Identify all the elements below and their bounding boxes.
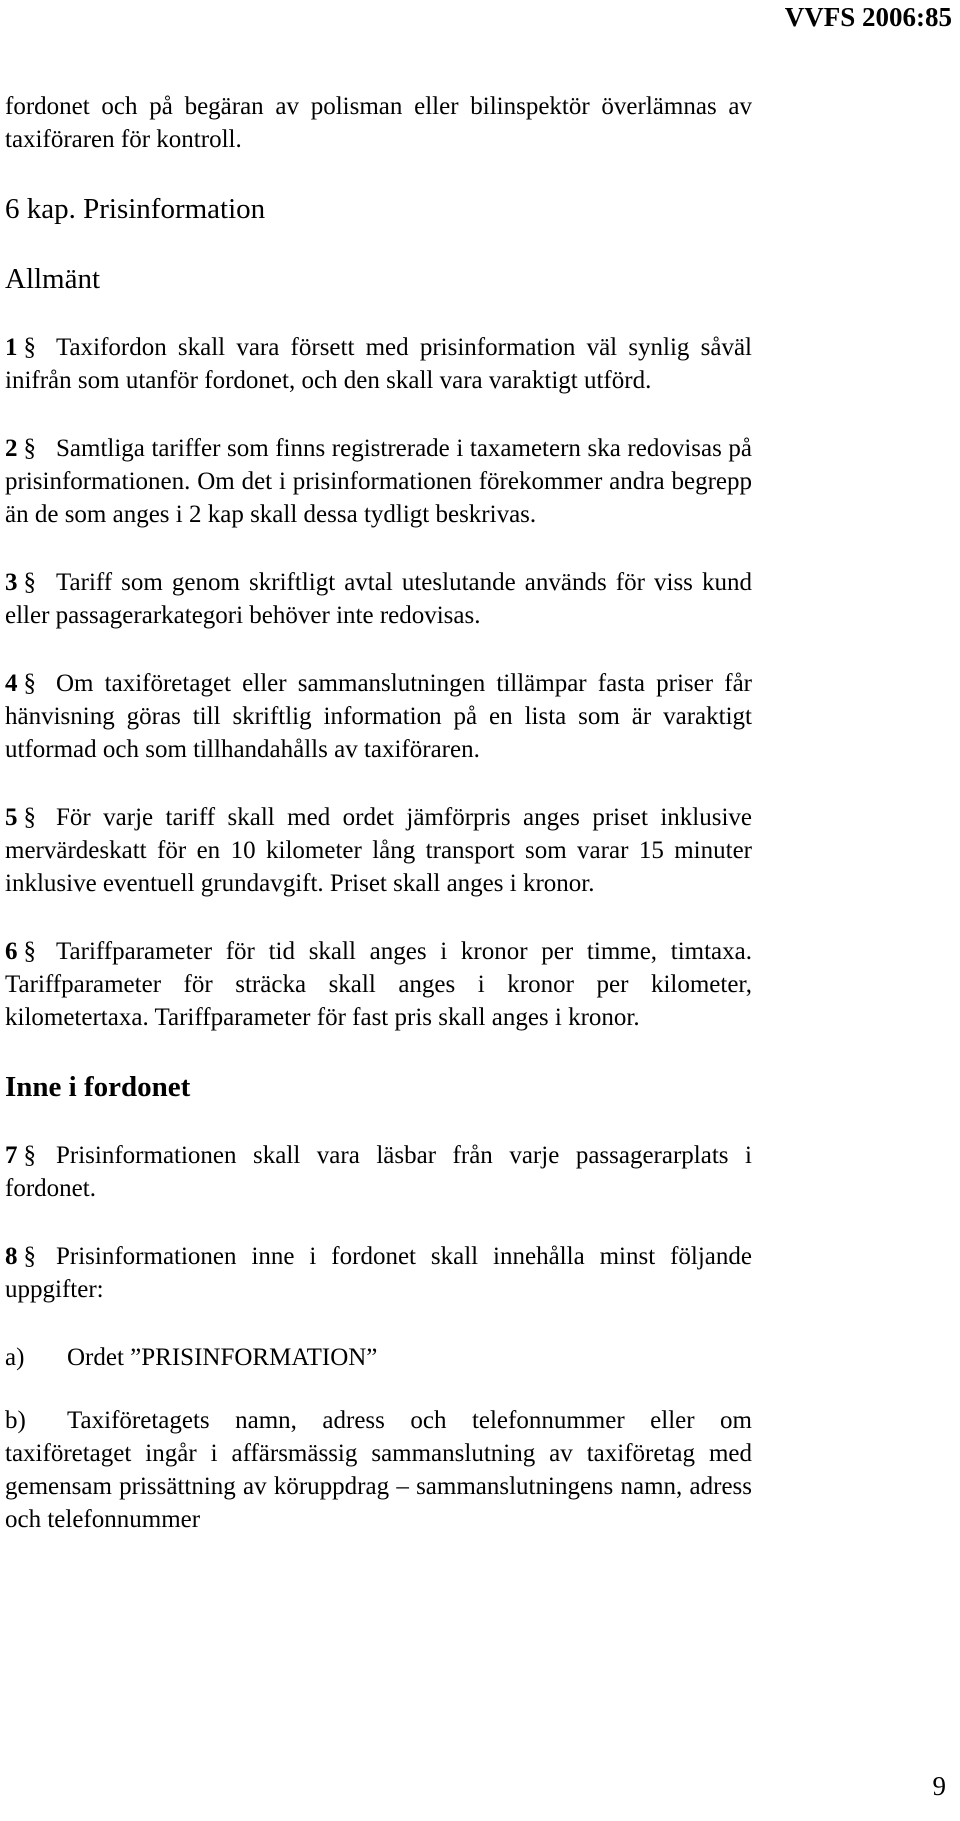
document-header: VVFS 2006:85 — [784, 2, 952, 32]
paragraph-number: 1 — [5, 334, 18, 361]
paragraph-number: 7 — [5, 1142, 18, 1169]
list-item-label: b) — [5, 1407, 26, 1434]
section-symbol: § — [23, 670, 36, 697]
list-item-b — [5, 1404, 752, 1536]
section-symbol: § — [23, 1142, 36, 1169]
section-symbol: § — [23, 1243, 36, 1270]
list-item-text: Ordet ”PRISINFORMATION” — [67, 1344, 378, 1371]
list-item-a — [5, 1341, 752, 1374]
chapter-title: 6 kap. Prisinformation — [5, 193, 266, 225]
section-title-general: Allmänt — [5, 263, 101, 295]
paragraph-text: Tariffparameter för tid skall anges i kronor per timme, timtaxa. Tariffparameter för sträcka skall anges i kronor per kilometer, kilometertaxa. Tariffparameter för fast pris skall anges i kronor. — [5, 938, 752, 1031]
paragraph-number: 5 — [5, 804, 18, 831]
list-item-text: Taxiföretagets namn, adress och telefonnummer eller om taxiföretaget ingår i affärsmässig sammanslutning av taxiföretag med gemensam prissättning av köruppdrag – sammanslutningens namn, adress och telefonnummer — [5, 1407, 752, 1533]
paragraph-number: 2 — [5, 435, 18, 462]
paragraph-number: 4 — [5, 670, 18, 697]
paragraph-6 — [5, 935, 752, 1034]
section-symbol: § — [23, 435, 36, 462]
page-number: 9 — [932, 1771, 946, 1801]
paragraph-number: 6 — [5, 938, 18, 965]
paragraph-8 — [5, 1240, 752, 1306]
paragraph-number: 8 — [5, 1243, 18, 1270]
paragraph-4 — [5, 667, 752, 766]
paragraph-text: Prisinformationen skall vara läsbar från varje passagerarplats i fordonet. — [5, 1142, 752, 1202]
paragraph-text: För varje tariff skall med ordet jämförpris anges priset inklusive mervärdeskatt för en 10 kilometer lång transport som varar 15 minuter inklusive eventuell grundavgift. Priset skall anges i kronor. — [5, 804, 752, 897]
document-body — [5, 90, 752, 1566]
list-item-label: a) — [5, 1344, 25, 1371]
section-symbol: § — [23, 569, 36, 596]
paragraph-2 — [5, 432, 752, 531]
paragraph-1 — [5, 331, 752, 397]
paragraph-text: Prisinformationen inne i fordonet skall innehålla minst följande uppgifter: — [5, 1243, 752, 1303]
paragraph-text: Om taxiföretaget eller sammanslutningen tillämpar fasta priser får hänvisning göras till skriftlig information på en lista som är varaktigt utformad och som tillhandahålls av taxiföraren. — [5, 670, 752, 763]
section-symbol: § — [23, 804, 36, 831]
paragraph-text: Samtliga tariffer som finns registrerade i taxametern ska redovisas på prisinformationen. Om det i prisinformationen förekommer andra begrepp än de som anges i 2 kap skall dessa tydligt beskrivas. — [5, 435, 752, 528]
paragraph-number: 3 — [5, 569, 18, 596]
section-symbol: § — [23, 938, 36, 965]
paragraph-text: Tariff som genom skriftligt avtal uteslutande används för viss kund eller passagerarkategori behöver inte redovisas. — [5, 569, 752, 629]
section-symbol: § — [23, 334, 36, 361]
paragraph-3 — [5, 566, 752, 632]
section-title-inside: Inne i fordonet — [5, 1071, 191, 1103]
paragraph-5 — [5, 801, 752, 900]
intro-paragraph: fordonet och på begäran av polisman eller bilinspektör överlämnas av taxiföraren för kontroll. — [5, 93, 752, 153]
paragraph-7 — [5, 1139, 752, 1205]
paragraph-text: Taxifordon skall vara försett med prisinformation väl synlig såväl inifrån som utanför fordonet, och den skall vara varaktigt utförd. — [5, 334, 752, 394]
